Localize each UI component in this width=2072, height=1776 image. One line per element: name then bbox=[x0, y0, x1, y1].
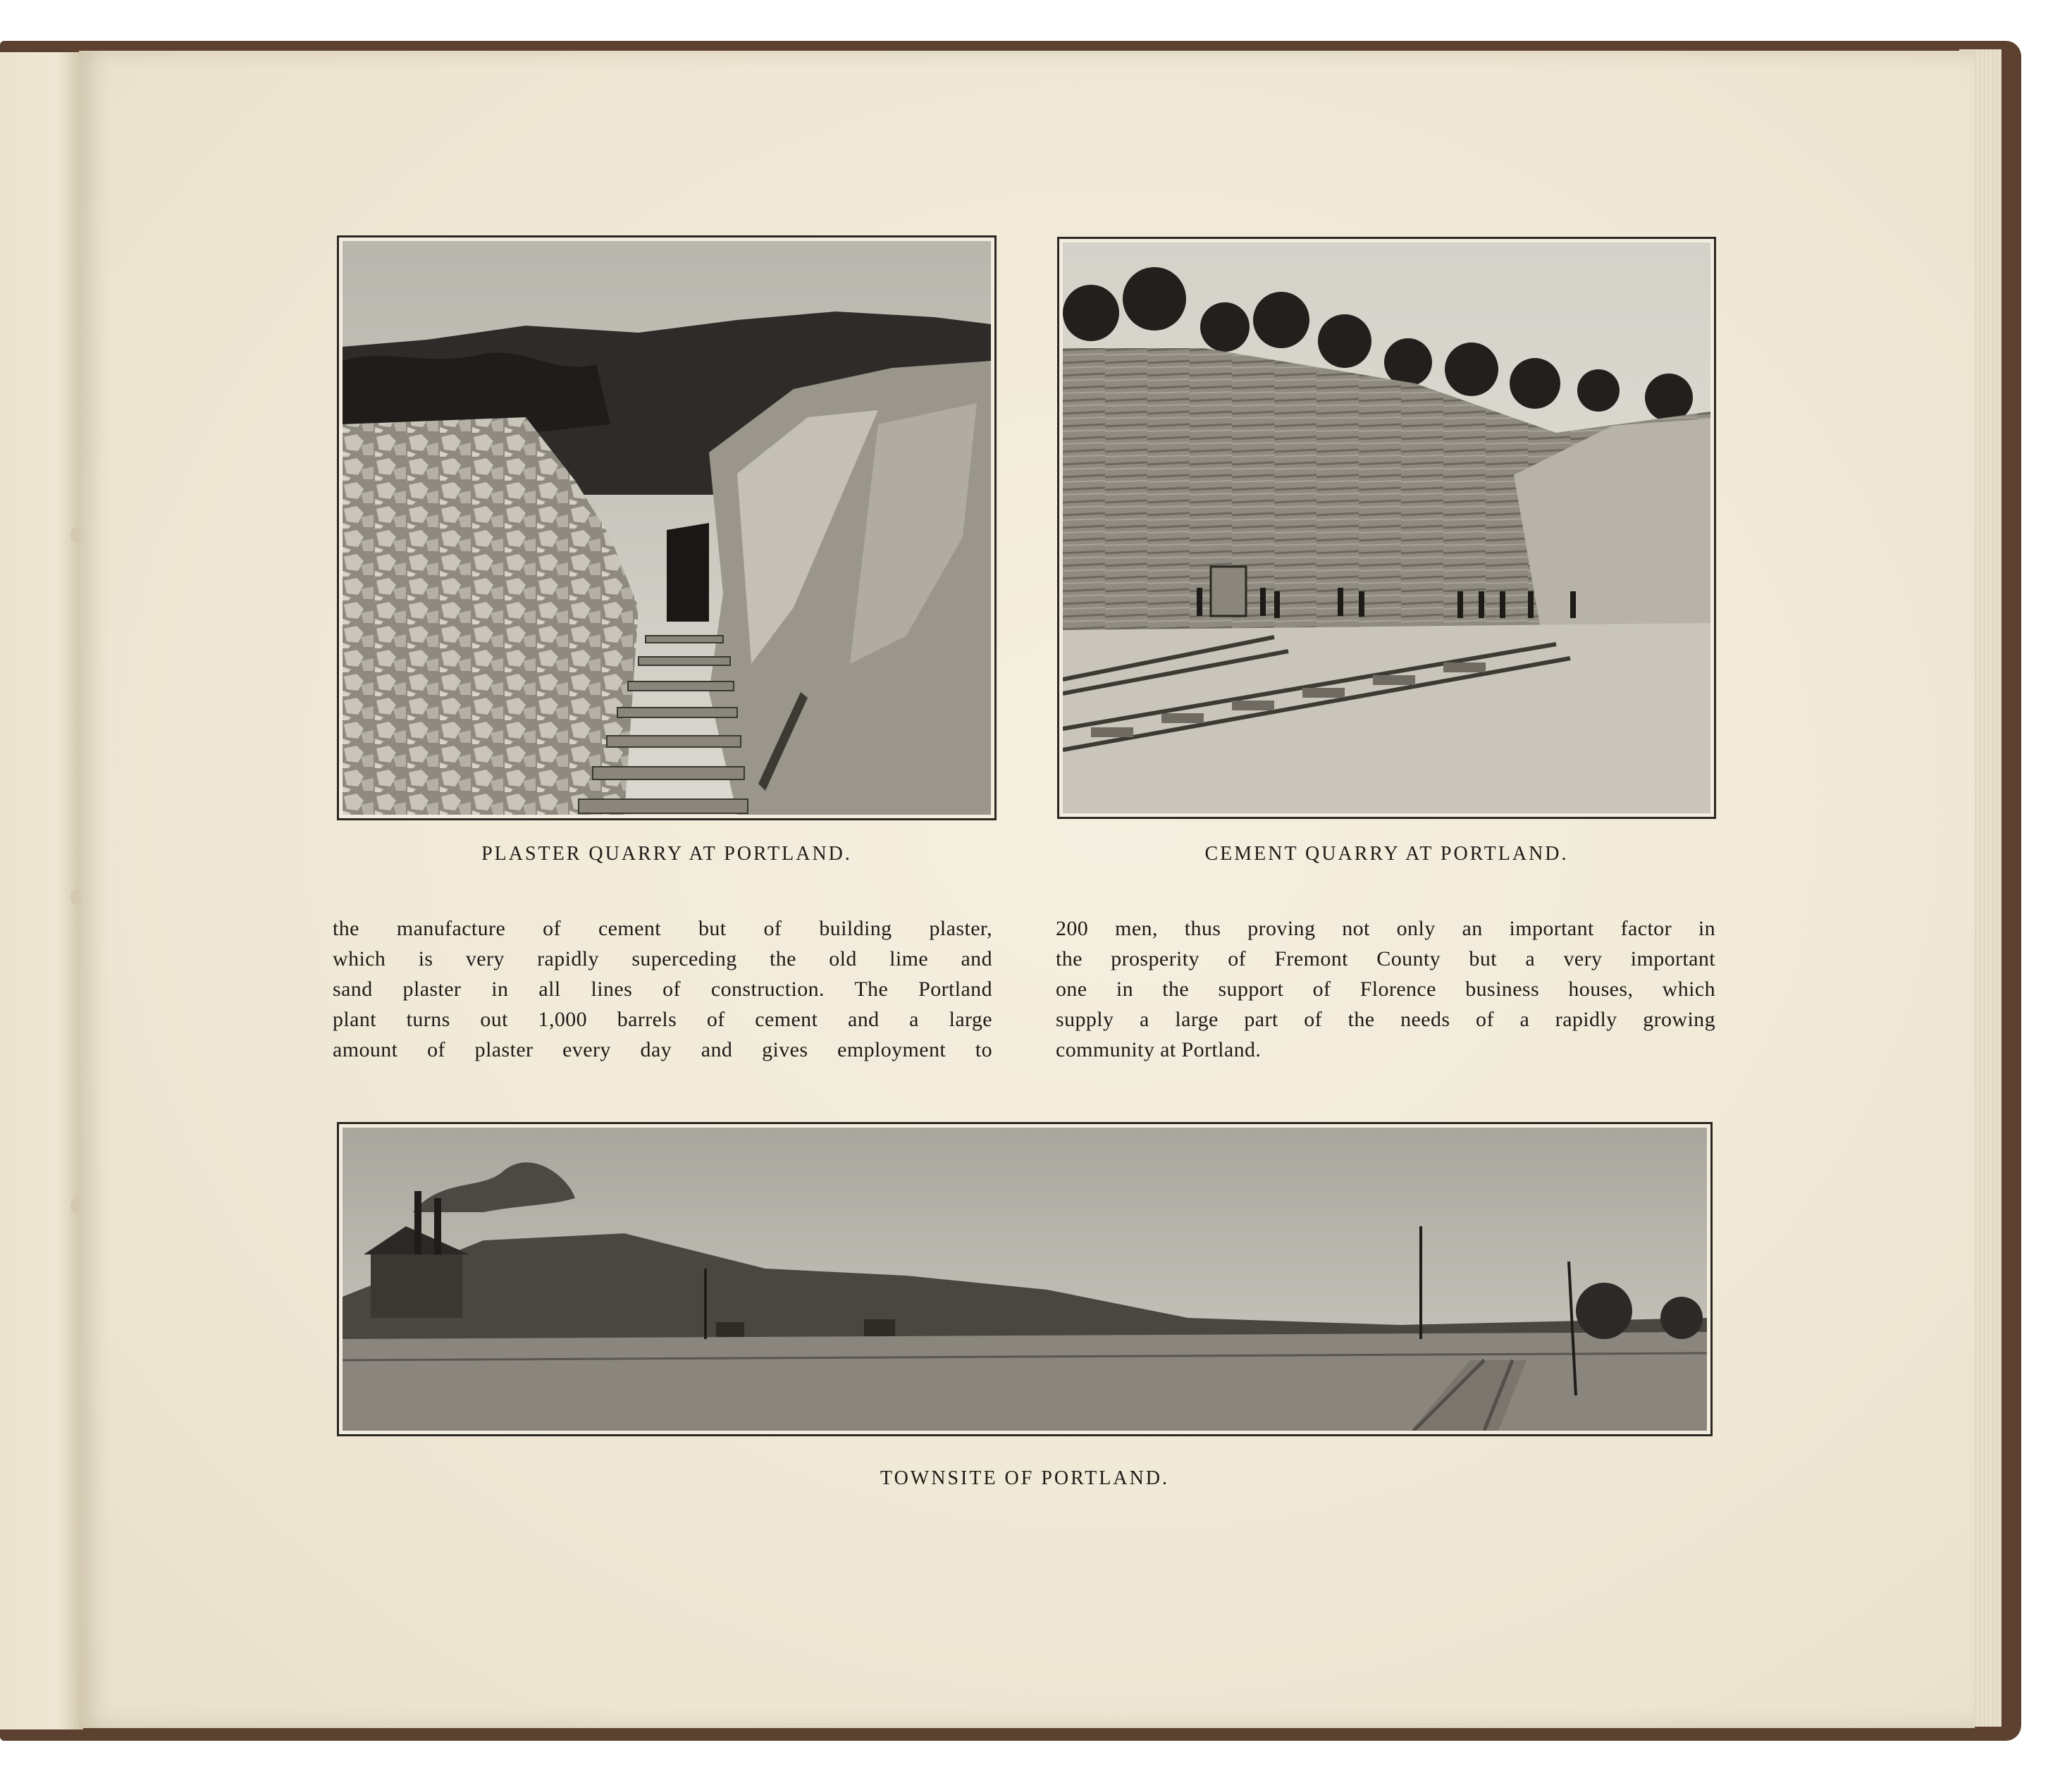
text-line: the manufacture of cement but of building plaster, bbox=[333, 917, 992, 940]
text-line: amount of plaster every day and gives employment to bbox=[333, 1038, 992, 1061]
binding-stitch bbox=[70, 527, 82, 543]
text-line: supply a large part of the needs of a rapidly growing bbox=[1056, 1008, 1715, 1031]
body-text-right-column bbox=[1056, 913, 1715, 1065]
binding-stitch bbox=[70, 1198, 82, 1214]
text-line: which is very rapidly superceding the old lime and bbox=[333, 947, 992, 970]
text-line: plant turns out 1,000 barrels of cement and a large bbox=[333, 1008, 992, 1031]
text-line: community at Portland. bbox=[1056, 1038, 1262, 1061]
body-text-left-column bbox=[333, 913, 992, 1065]
cement-quarry-photo bbox=[1057, 237, 1716, 819]
plaster-quarry-caption: PLASTER QUARRY AT PORTLAND. bbox=[481, 843, 852, 865]
plaster-quarry-photo bbox=[337, 235, 997, 820]
text-line: 200 men, thus proving not only an important factor in bbox=[1056, 917, 1715, 940]
text-line: sand plaster in all lines of construction. The Portland bbox=[333, 978, 992, 1001]
text-line: one in the support of Florence business houses, which bbox=[1056, 978, 1715, 1001]
binding-stitch bbox=[70, 889, 82, 905]
townsite-caption: TOWNSITE OF PORTLAND. bbox=[880, 1467, 1170, 1489]
townsite-photo bbox=[337, 1122, 1713, 1436]
text-line: the prosperity of Fremont County but a very important bbox=[1056, 947, 1715, 970]
left-page-edge bbox=[0, 52, 83, 1729]
cement-quarry-caption: CEMENT QUARRY AT PORTLAND. bbox=[1204, 843, 1569, 865]
